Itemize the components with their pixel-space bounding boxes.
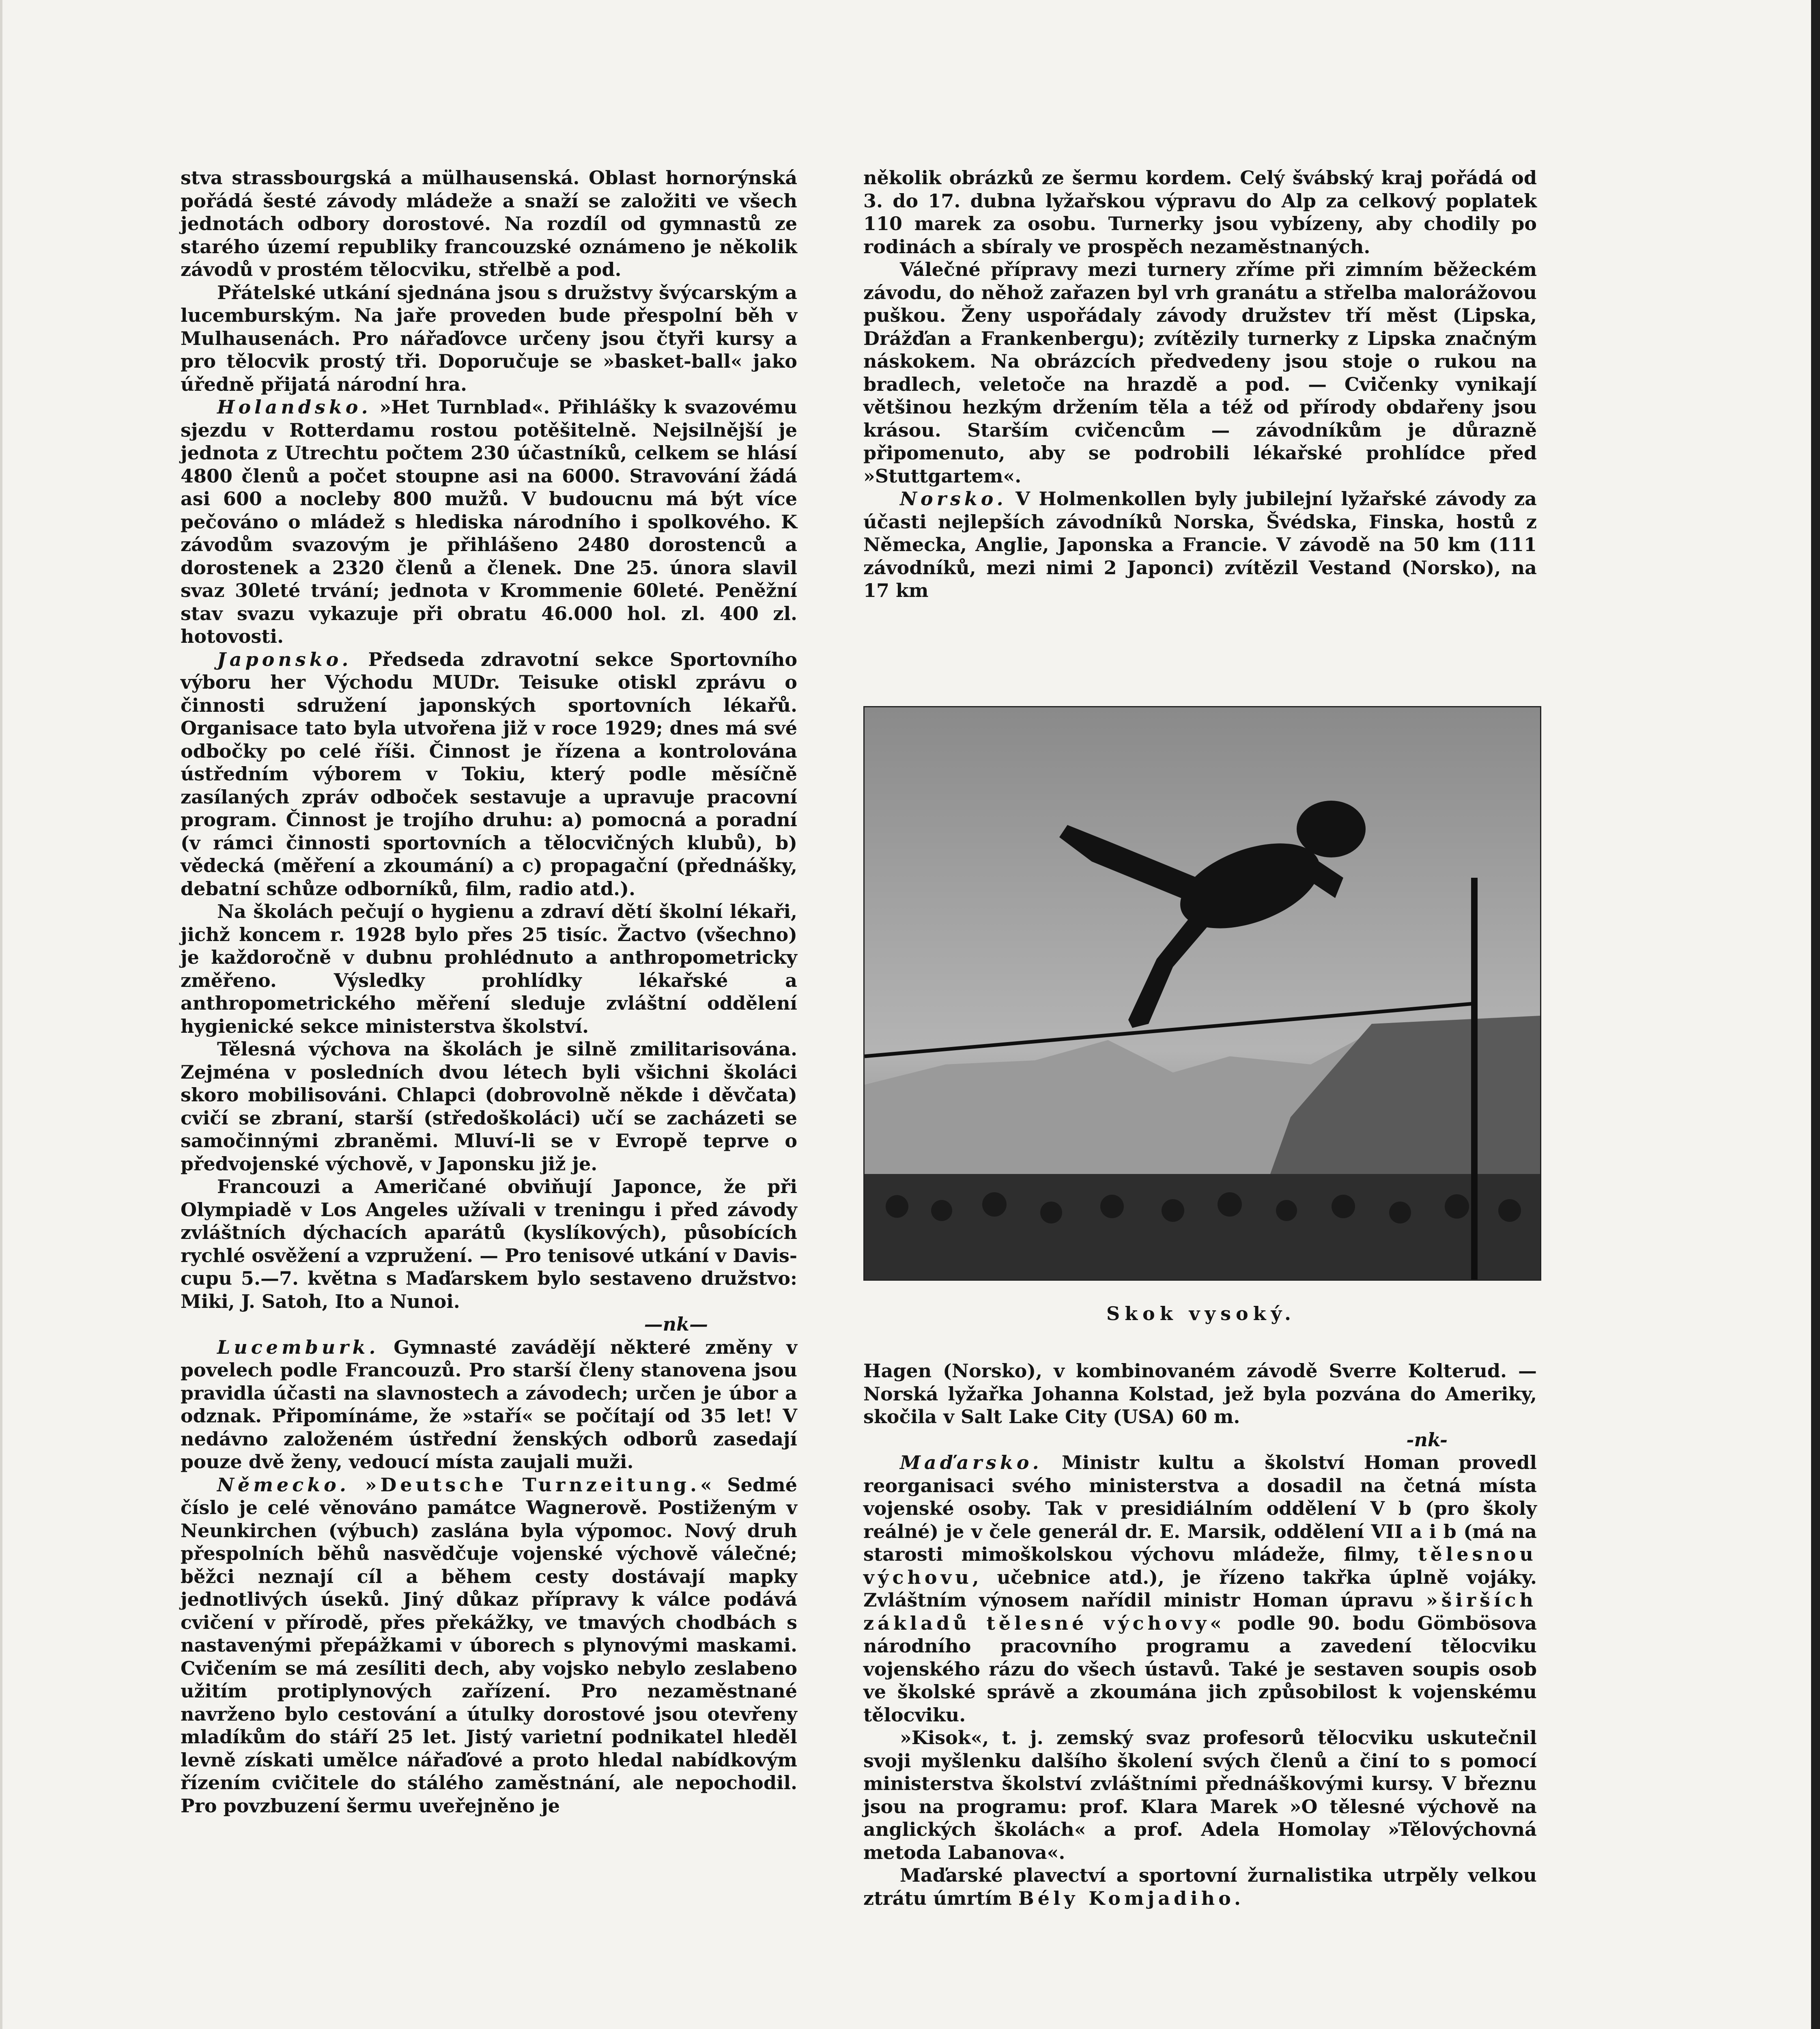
emphasis: »širších základů tělesné výchovy« [863,1589,1537,1634]
section-heading-japonsko: Japonsko. [217,648,352,670]
paragraph-madarsko [863,1451,1537,1726]
paragraph-text: , učebnice atd.), je řízeno takřka úplně vojáky. Zvláštním výnosem nařídil ministr Homan úpravu [863,1566,1537,1611]
paragraph-norsko [863,487,1537,602]
paragraph-holandsko [181,396,797,648]
author-signature: —nk— [644,1313,708,1335]
paragraph-nemecko [181,1473,797,1818]
paragraph: Válečné přípravy mezi turnery zříme při zimním běžeckém závodu, do něhož zařazen byl vrh granátu a střelba malorážovou puškou. Ženy uspořádaly závody družstev tří měst (Lipska, Drážďan a Frankenbergu); zvítězily turnerky z Lipska značným náskokem. Na obrázcích předvedeny jsou stoje o rukou na bradlech, veletoče na hrazdě a pod. — Cvičenky vynikají většinou hezkým držením těla a též od přírody obdařeny jsou krásou. Starším cvičencům — závodníkům je důrazně připomenuto, aby se podrobili lékařské prohlídce před »Stuttgartem«. [863,258,1537,487]
right-column-top [863,166,1537,602]
paragraph-text: Ministr kultu a školství Homan provedl reorganisaci svého ministerstva a dosadil na četná místa vojenské osoby. Tak v presidiálním oddělení V b (pro školy reálné) je v čele generál dr. E. Marsik, oddělení VII a i b (má na starosti mimoškolskou výchovu mládeže, filmy, [863,1452,1537,1565]
paragraph [863,1864,1537,1910]
paragraph-text: Maďarské plavectví a sportovní žurnalistika utrpěly velkou ztrátu úmrtím [863,1864,1537,1909]
left-column [181,166,797,1817]
emphasis-name: Bély Komjadiho. [1018,1887,1244,1909]
right-column-bottom [863,1359,1537,1910]
paragraph-text: podle 90. bodu Gömbösova národního pracovního programu a zavedení tělocviku vojenského rázu do všech ústavů. Také je sestaven soupis osob ve školské správě a zkoumána jich způsobilost k vojenskému tělocviku. [863,1612,1537,1726]
paragraph-text: Gymnasté zavádějí některé změny v povelech podle Francouzů. Pro starší členy stanovena jsou pravidla účasti na slavnostech a závodech; určen je úbor a odznak. Připomínáme, že »staří« se počítají od 35 let! V nedávno založeném ústřední ženských odborů zasedají pouze dvě ženy, vedoucí místa zaujali muži. [181,1336,797,1473]
paragraph-text: Sedmé číslo je celé věnováno památce Wagnerově. Postiženým v Neunkirchen (výbuch) zaslána byla výpomoc. Nový druh přespolních běhů nasvědčuje vojenské výchově válečné; běžci neznají cíl a během cesty dostávají mapky jednotlivých úseků. Jiný důkaz přípravy k válce podává cvičení v přírodě, přes překážky, ve tmavých chodbách s nastavenými přepážkami v úborech s plynovými maskami. Cvičením se má zesíliti dech, aby vojsko nebylo zeslabeno užitím protiplynových zařízení. Pro nezaměstnané navrženo bylo cestování a útulky dorostové jsou otevřeny mladíkům do stáří 25 let. Jistý varietní podnikatel hleděl levně získati umělce nářaďové a proto hledal nabídkovým řízením cvičitele do stálého zaměstnání, ale nepochodil. Pro povzbuzení šermu uveřejněno je [181,1473,797,1817]
paragraph-lucemburk [181,1336,797,1473]
paragraph: Na školách pečují o hygienu a zdraví dětí školní lékaři, jichž koncem r. 1928 bylo přes 25 tisíc. Žactvo (všechno) je každoročně v dubnu prohlédnuto a anthropometricky změřeno. Výsledky prohlídky lékařské a anthropometrického měření sleduje zvláštní oddělení hygienické sekce ministerstva školství. [181,900,797,1037]
section-heading-norsko: Norsko. [900,488,1007,510]
author-signature: -nk- [1406,1428,1448,1451]
paragraph-text: Předseda zdravotní sekce Sportovního výboru her Východu MUDr. Teisuke otiskl zprávu o činnosti sdružení japonských sportovních lékařů. Organisace tato byla utvořena již v roce 1929; dnes má své odbočky po celé říši. Činnost je řízena a kontrolována ústředním výborem v Tokiu, který podle měsíčně zasílaných zpráv odboček sestavuje a upravuje pracovní program. Činnost je trojího druhu: a) pomocná a poradní (v rámci činnosti sportovních a tělocvičných klubů), b) vědecká (měření a zkoumání) a c) propagační (přednášky, debatní schůze odborníků, film, radio atd.). [181,648,797,900]
section-heading-lucemburk: Lucemburk. [217,1336,379,1358]
photo-high-jump [863,706,1541,1281]
paragraph-japonsko [181,648,797,900]
section-heading-madarsko: Maďarsko. [900,1452,1043,1473]
paragraph: Tělesná výchova na školách je silně zmilitarisována. Zejména v posledních dvou létech byli všichni školáci skoro mobilisováni. Chlapci (dobrovolně někde i děvčata) cvičí se zbraní, starší (středoškoláci) učí se zacházeti se samočinnými zbraněmi. Mluví-li se v Evropě teprve o předvojenské výchově, v Japonsku již je. [181,1038,797,1175]
paragraph-text: V Holmenkollen byly jubilejní lyžařské závody za účasti nejlepších závodníků Norska, Švédska, Finska, hostů z Německa, Anglie, Japonska a Francie. V závodě na 50 km (111 závodníků, mezi nimi 2 Japonci) zvítězil Vestand (Norsko), na 17 km [863,488,1537,601]
section-heading-holandsko: Holandsko. [217,396,372,418]
paragraph: »Kisok«, t. j. zemský svaz profesorů tělocviku uskutečnil svoji myšlenku dalšího školení svých členů a činí to s pomocí ministerstva školství zvláštními přednáškovými kursy. V březnu jsou na programu: prof. Klara Marek »O tělesné výchově na anglických školách« a prof. Adela Homolay »Tělovýchovná metoda Labanova«. [863,1727,1537,1863]
paragraph-text: »Het Turnblad«. Přihlášky k svazovému sjezdu v Rotterdamu rostou potěšitelně. Nejsilnější je jednota z Utrechtu počtem 230 účastníků, celkem se hlásí 4800 členů a počet stoupne asi na 6000. Stravování žádá asi 600 a nocleby 800 mužů. V budoucnu má být více pečováno o mládež s hlediska národního i spolkového. K závodům svazovým je přihlášeno 2480 dorostenců a dorostenek a 2320 členů a členek. Dne 25. února slavil svaz 30leté trvání; jednota v Krommenie 60leté. Peněžní stav svazu vykazuje při obratu 46.000 hol. zl. 400 zl. hotovosti. [181,396,797,647]
paragraph: stva strassbourgská a mülhausenská. Oblast hornorýnská pořádá šesté závody mládeže a snaží se založiti ve všech jednotách odbory dorostové. Na rozdíl od gymnastů ze starého území republiky francouzské oznámeno je několik závodů v prostém tělocviku, střelbě a pod. [181,167,797,280]
paragraph: několik obrázků ze šermu kordem. Celý švábský kraj pořádá od 3. do 17. dubna lyžařskou výpravu do Alp za celkový poplatek 110 marek za osobu. Turnerky jsou vybízeny, aby chodily po rodinách a sbíraly ve prospěch nezaměstnaných. [863,167,1537,258]
photo-caption: Skok vysoký. [1106,1303,1296,1325]
journal-title: »Deutsche Turnzeitung.« [350,1473,716,1496]
paragraph: Francouzi a Američané obviňují Japonce, že při Olympiadě v Los Angeles užívali v treningu i před závody zvláštních dýchacích aparátů (kyslíkových), působících rychlé osvěžení a vzpružení. — Pro tenisové utkání v Davis-cupu 5.—7. května s Maďarskem bylo sestaveno družstvo: Miki, J. Satoh, Ito a Nunoi. [181,1176,797,1312]
paragraph: Přátelské utkání sjednána jsou s družstvy švýcarským a lucemburským. Na jaře proveden bude přespolní běh v Mulhausenách. Pro nářaďovce určeny jsou čtyři kursy a pro tělocvik prostý tři. Doporučuje se »basket-ball« jako úředně přijatá národní hra. [181,281,797,395]
paragraph: Hagen (Norsko), v kombinovaném závodě Sverre Kolterud. — Norská lyžařka Johanna Kolstad, jež byla pozvána do Ameriky, skočila v Salt Lake City (USA) 60 m. [863,1360,1537,1428]
emphasis: tělesnou výchovu [863,1543,1537,1588]
section-heading-nemecko: Německo. [217,1473,350,1496]
high-jump-illustration [865,707,1540,1279]
